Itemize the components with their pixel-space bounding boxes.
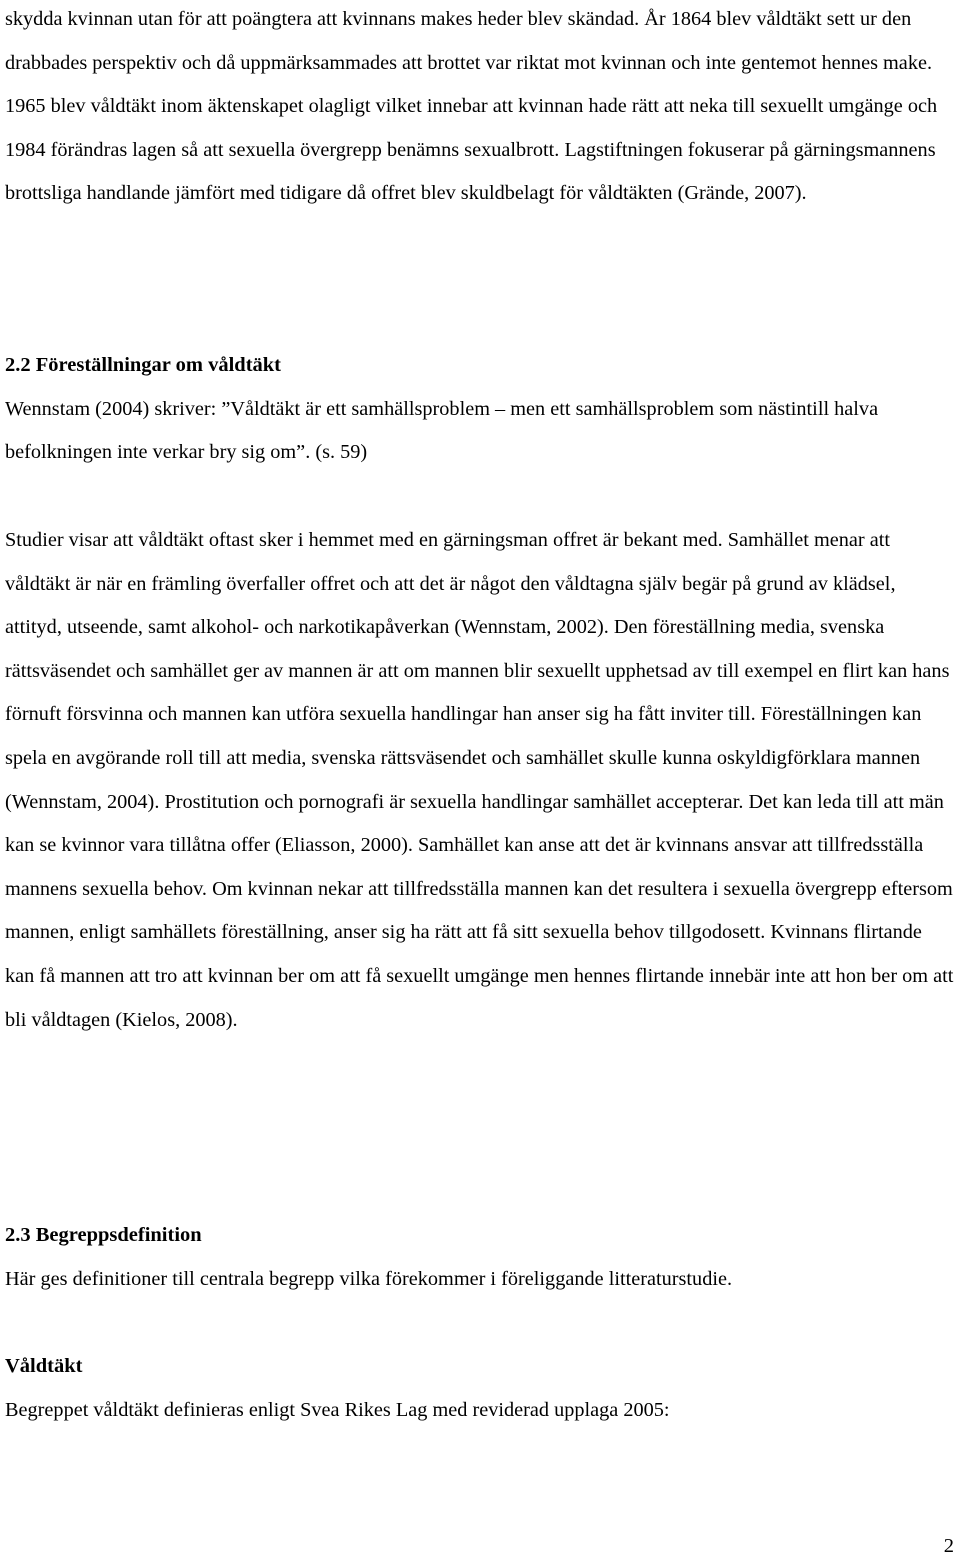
section-2-2-block <box>5 344 955 475</box>
paragraph-definitioner: Här ges definitioner till centrala begrepp vilka förekommer i föreliggande litteraturstudie. <box>5 1267 733 1290</box>
section-2-3-block <box>5 1214 955 1301</box>
studier-block <box>5 519 955 1042</box>
section-heading-2-2: 2.2 Föreställningar om våldtäkt <box>5 354 281 376</box>
section-heading-2-3: 2.3 Begreppsdefinition <box>5 1224 202 1246</box>
paragraph-begreppet: Begreppet våldtäkt definieras enligt Svea Rikes Lag med reviderad upplaga 2005: <box>5 1398 670 1421</box>
intro-block <box>5 0 955 216</box>
paragraph-intro: skydda kvinnan utan för att poängtera att kvinnans makes heder blev skändad. År 1864 blev våldtäkt sett ur den drabbades perspektiv och då uppmärksammades att brottet var riktat mot kvinnan och inte gentemot hennes make. 1965 blev våldtäkt inom äktenskapet olagligt vilket innebar att kvinnan hade rätt att neka till sexuellt umgänge och 1984 förändras lagen så att sexuella övergrepp benämns sexualbrott. Lagstiftningen fokuserar på gärningsmannens brottsliga handlande jämfört med tidigare då offret blev skuldbelagt för våldtäkten (Grände, 2007). <box>5 8 938 205</box>
subheading-valdtakt: Våldtäkt <box>5 1355 83 1377</box>
page-number: 2 <box>943 1535 954 1557</box>
paragraph-wennstam-quote: Wennstam (2004) skriver: ”Våldtäkt är ett samhällsproblem – men ett samhällsproblem som nästintill halva befolkningen inte verkar bry sig om”. (s. 59) <box>5 397 879 464</box>
valdtakt-block <box>5 1345 955 1432</box>
paragraph-studier: Studier visar att våldtäkt oftast sker i hemmet med en gärningsman offret är bekant med. Samhället menar att våldtäkt är när en främling överfaller offret och att det är något den våldtagna själv begär på grund av klädsel, attityd, utseende, samt alkohol- och narkotikapåverkan (Wennstam, 2002). Den föreställning media, svenska rättsväsendet och samhället ger av mannen är att om mannen blir sexuellt upphetsad av till exempel en flirt kan hans förnuft försvinna och mannen kan utföra sexuella handlingar han anser sig ha fått inviter till. Föreställningen kan spela en avgörande roll till att media, svenska rättsväsendet och samhället skulle kunna oskyldigförklara mannen (Wennstam, 2004). Prostitution och pornografi är sexuella handlingar samhället accepterar. Det kan leda till att män kan se kvinnor vara tillåtna offer (Eliasson, 2000). Samhället kan anse att det är kvinnans ansvar att tillfredsställa mannens sexuella behov. Om kvinnan nekar att tillfredsställa mannen kan det resultera i sexuella övergrepp eftersom mannen, enligt samhällets föreställning, anser sig ha rätt att få sitt sexuella behov tillgodosett. Kvinnans flirtande kan få mannen att tro att kvinnan ber om att få sexuellt umgänge men hennes flirtande innebär inte att hon ber om att bli våldtagen (Kielos, 2008). <box>5 529 954 1031</box>
